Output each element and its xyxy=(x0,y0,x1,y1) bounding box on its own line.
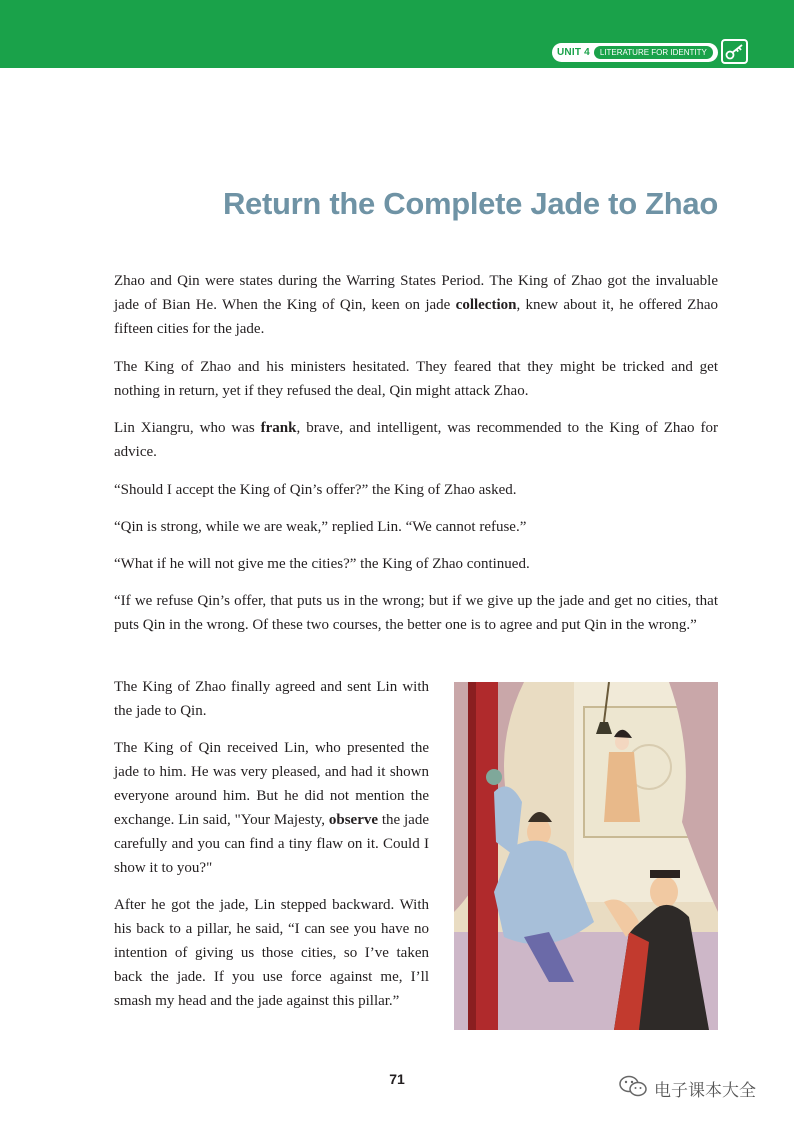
vocab-observe: observe xyxy=(328,812,379,828)
paragraph-3: Lin Xiangru, who was frank, brave, and intelligent, was recommended to the King of Zhao for advice. xyxy=(114,420,718,460)
page-number: 71 xyxy=(389,1071,405,1087)
header-bar xyxy=(0,0,794,68)
paragraph-8: The King of Zhao finally agreed and sent Lin with the jade to Qin. xyxy=(114,679,429,719)
wechat-icon xyxy=(618,1074,648,1103)
vocab-frank: frank xyxy=(260,420,297,436)
vocab-collection: collection xyxy=(455,297,517,313)
paragraph-2: The King of Zhao and his ministers hesitated. They feared that they might be tricked and get nothing in return, yet if they refused the deal, Qin might attack Zhao. xyxy=(114,359,718,399)
unit-badge xyxy=(552,43,718,62)
paragraph-4: “Should I accept the King of Qin’s offer?” the King of Zhao asked. xyxy=(114,482,517,498)
unit-title: LITERATURE FOR IDENTITY xyxy=(594,46,713,59)
story-illustration xyxy=(454,682,718,1030)
key-icon xyxy=(721,39,748,64)
unit-label: UNIT 4 xyxy=(557,47,590,58)
paragraph-9: The King of Qin received Lin, who presented the jade to him. He was very pleased, and had it shown everyone around him. But he did not mention the exchange. Lin said, "Your Majesty, observe the jade carefully and you can find a tiny flaw on it. Could I show it to you?" xyxy=(114,740,429,876)
paragraph-1: Zhao and Qin were states during the Warring States Period. The King of Zhao got the invaluable jade of Bian He. When the King of Qin, keen on jade collection, knew about it, he offered Zhao fifteen cities for the jade. xyxy=(114,273,718,337)
paragraph-6: “What if he will not give me the cities?” the King of Zhao continued. xyxy=(114,556,530,572)
paragraph-5: “Qin is strong, while we are weak,” replied Lin. “We cannot refuse.” xyxy=(114,519,527,535)
brand-text: 电子课本大全 xyxy=(654,1080,756,1101)
page-title: Return the Complete Jade to Zhao xyxy=(222,186,718,221)
paragraph-7: “If we refuse Qin’s offer, that puts us in the wrong; but if we give up the jade and get no cities, that puts Qin in the wrong. Of these two courses, the better one is to agree and put Qin in the wrong.” xyxy=(114,593,718,633)
footer-brand xyxy=(618,1075,756,1101)
paragraph-10: After he got the jade, Lin stepped backward. With his back to a pillar, he said, “I can see you have no intention of giving us those cities, so I’ve taken back the jade. If you use force against me, I’ll smash my head and the jade against this pillar.” xyxy=(114,897,429,1009)
